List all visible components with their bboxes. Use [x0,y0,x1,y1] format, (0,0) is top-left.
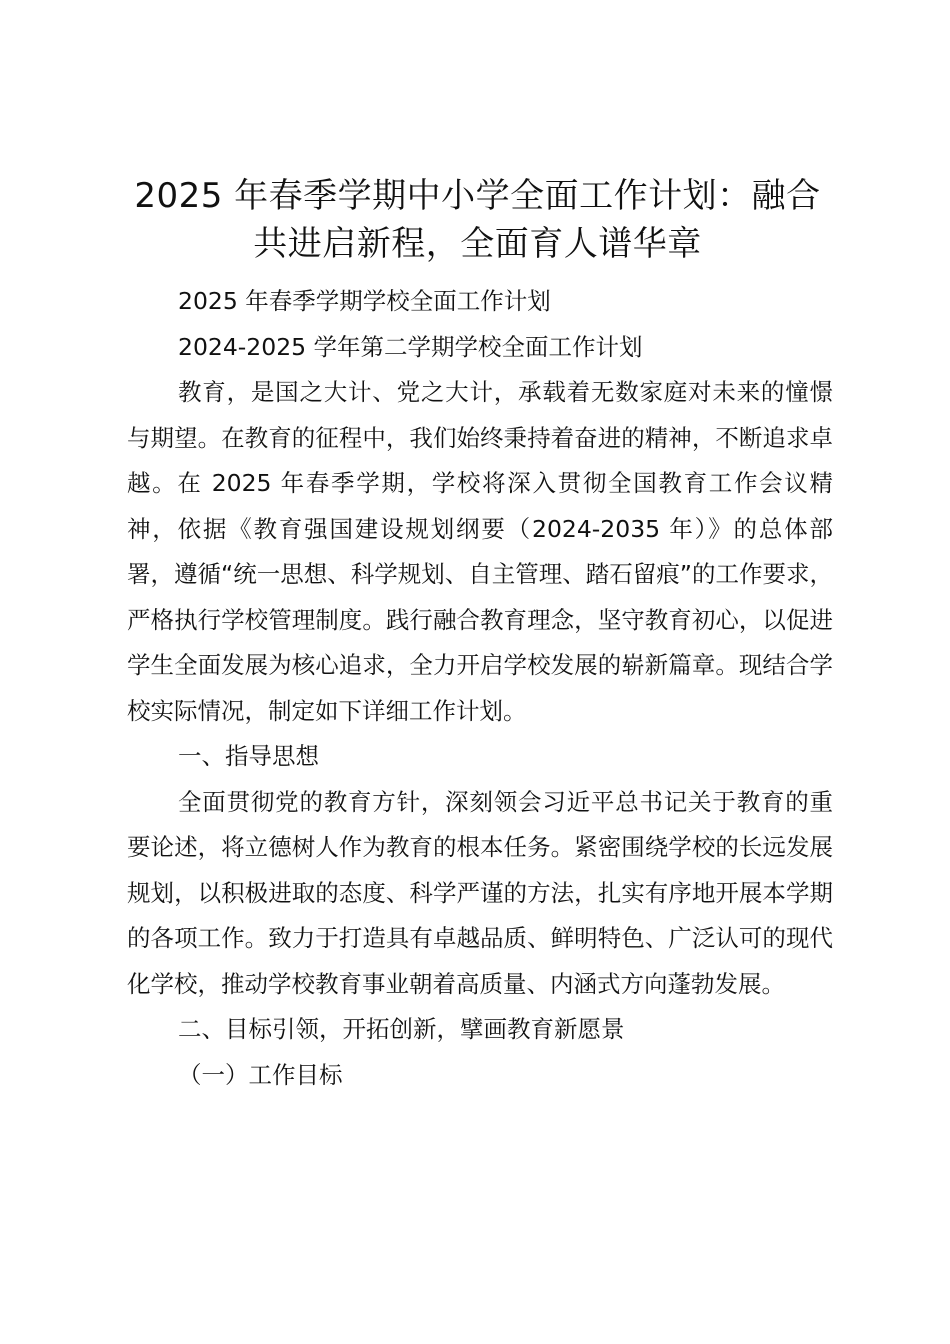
intro-paragraph: 教育，是国之大计、党之大计，承载着无数家庭对未来的憧憬与期望。在教育的征程中，我们始终秉持着奋进的精神，不断追求卓越。在 2025 年春季学期，学校将深入贯彻全国教育工作会议精神，依据《教育强国建设规划纲要（2024-2035 年）》的总体部署，遵循“统一思想、科学规划、自主管理、踏石留痕”的工作要求，严格执行学校管理制度。践行融合教育理念，坚守教育初心，以促进学生全面发展为核心追求，全力开启学校发展的崭新篇章。现结合学校实际情况，制定如下详细工作计划。 [127,378,833,725]
subsection-heading-work-goals: （一）工作目标 [178,1060,343,1089]
guiding-ideology-paragraph: 全面贯彻党的教育方针，深刻领会习近平总书记关于教育的重要论述，将立德树人作为教育的根本任务。紧密围绕学校的长远发展规划，以积极进取的态度、科学严谨的方法，扎实有序地开展本学期的各项工作。致力于打造具有卓越品质、鲜明特色、广泛认可的现代化学校，推动学校教育事业朝着高质量、内涵式方向蓬勃发展。 [127,787,833,998]
subtitle-semester-plan: 2024-2025 学年第二学期学校全面工作计划 [178,332,643,361]
section-heading-goals: 二、目标引领，开拓创新，擘画教育新愿景 [178,1015,625,1043]
document-title: 2025 年春季学期中小学全面工作计划：融合共进启新程，全面育人谱华章 [134,176,821,264]
document-body [127,279,833,1098]
section-heading-guiding-ideology: 一、指导思想 [178,742,319,770]
subtitle-spring-plan: 2025 年春季学期学校全面工作计划 [178,287,551,315]
